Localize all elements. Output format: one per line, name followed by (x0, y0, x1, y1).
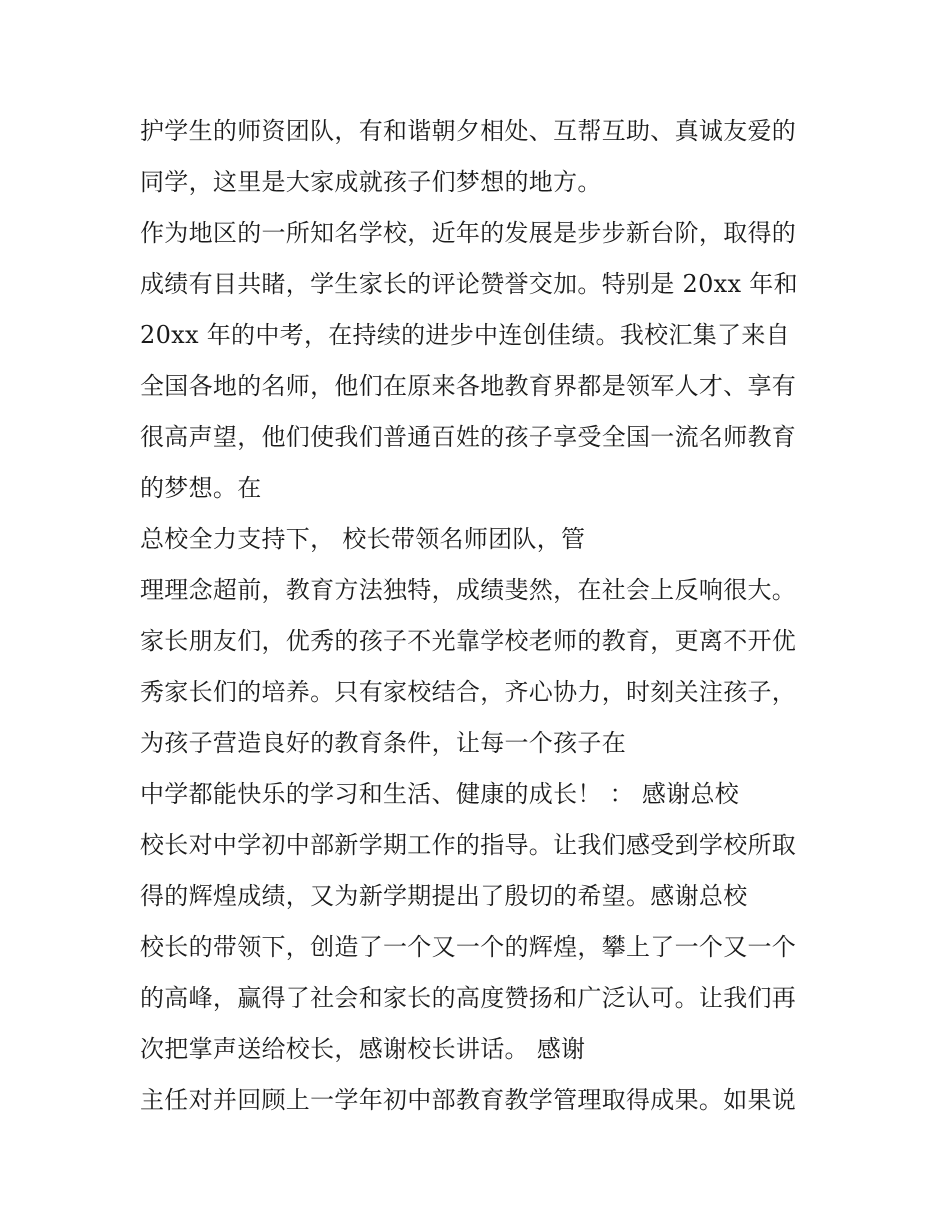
text-line: 总校全力支持下， 校长带领名师团队，管 (140, 525, 586, 553)
text-line: 20xx 年的中考，在持续的进步中连创佳绩。我校汇集了来自 (140, 321, 790, 349)
text-line: 成绩有目共睹，学生家长的评论赞誉交加。特别是 20xx 年和 (140, 270, 798, 298)
text-line: 为孩子营造良好的教育条件，让每一个孩子在 (140, 729, 626, 757)
text-line: 秀家长们的培养。只有家校结合，齐心协力，时刻关注孩子， (140, 678, 797, 706)
text-line: 同学，这里是大家成就孩子们梦想的地方。 (140, 168, 602, 196)
text-line: 得的辉煌成绩，又为新学期提出了殷切的希望。感谢总校 (140, 882, 748, 910)
text-line: 校长的带领下，创造了一个又一个的辉煌，攀上了一个又一个 (140, 933, 797, 961)
text-line: 的高峰，赢得了社会和家长的高度赞扬和广泛认可。让我们再 (140, 984, 797, 1012)
text-line: 很高声望，他们使我们普通百姓的孩子享受全国一流名师教育 (140, 423, 797, 451)
text-line: 家长朋友们，优秀的孩子不光靠学校老师的教育，更离不开优 (140, 627, 797, 655)
text-line: 护学生的师资团队，有和谐朝夕相处、互帮互助、真诚友爱的 (140, 117, 797, 145)
text-line: 次把掌声送给校长，感谢校长讲话。 感谢 (140, 1035, 586, 1063)
text-line: 中学都能快乐的学习和生活、健康的成长！ ： 感谢总校 (140, 780, 740, 808)
text-line: 的梦想。在 (140, 474, 262, 502)
document-body (140, 106, 830, 1126)
text-line: 校长对中学初中部新学期工作的指导。让我们感受到学校所取 (140, 831, 797, 859)
text-line: 理理念超前，教育方法独特，成绩斐然，在社会上反响很大。 (140, 576, 797, 604)
text-line: 作为地区的一所知名学校，近年的发展是步步新台阶，取得的 (140, 219, 797, 247)
text-line: 主任对并回顾上一学年初中部教育教学管理取得成果。如果说 (140, 1086, 797, 1114)
text-line: 全国各地的名师，他们在原来各地教育界都是领军人才、享有 (140, 372, 797, 400)
